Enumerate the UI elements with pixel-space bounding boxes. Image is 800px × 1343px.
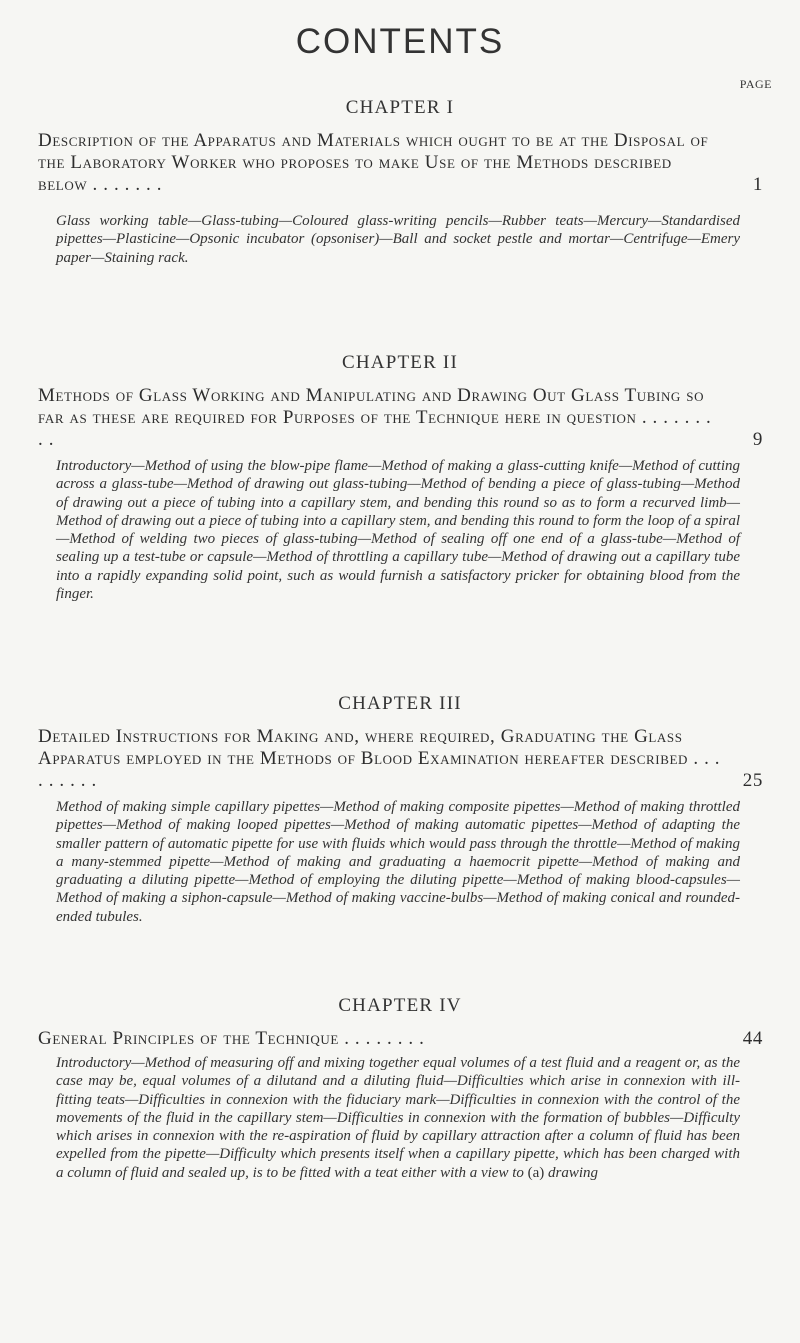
chapter-summary: Method of making simple capillary pipettes—Method of making composite pipettes—Method of making throttled pipettes—Method of making looped pipettes—Method of making automatic pipettes—Method of adapting the smaller pattern of automatic pipette for use with fluids which would pass through the throttle—Method of making a many-stemmed pipette—Method of making and graduating a haemocrit pipette—Method of making and graduating a diluting pipette—Method of employing the diluting pipette—Method of making blood-capsules—Method of making a siphon-capsule—Method of making vaccine-bulbs—Method of making conical and rounded-ended tubules.: [56, 799, 740, 925]
chapter-title: [38, 1028, 762, 1050]
chapter-title: [38, 726, 762, 792]
page-column-label: PAGE: [739, 77, 772, 91]
chapter-summary: Glass working table—Glass-tubing—Coloured glass-writing pencils—Rubber teats—Mercury—Standardised pipettes—Plasticine—Opsonic incubator (opsoniser)—Ball and socket pestle and mortar—Centrifuge—Emery paper—Staining rack.: [56, 213, 740, 266]
summary-marker: (a): [527, 1164, 545, 1181]
chapter-2: [38, 352, 762, 603]
chapter-summary: Introductory—Method of using the blow-pipe flame—Method of making a glass-cutting knife—Method of cutting across a glass-tube—Method of drawing out glass-tubing—Method of bending a piece of glass-tubing—Method of drawing out a piece of tubing into a capillary stem, and bending this round so as to form a recurved limb—Method of drawing out a piece of tubing into a capillary stem, and bending this round to form the loop of a spiral—Method of welding two pieces of glass-tubing—Method of sealing off one end of a glass-tube—Method of sealing up a test-tube or capsule—Method of throttling a capillary tube—Method of drawing out a capillary tube into a rapidly expanding solid point, such as would furnish a satisfactory pricker for obtaining blood from the finger.: [56, 458, 740, 603]
chapter-title-text: Description of the Apparatus and Materials which ought to be at the Disposal of the Laboratory Worker who proposes to make Use of the Methods described below . . . . . . .: [38, 130, 709, 195]
chapter-page-number: 1: [752, 174, 763, 195]
chapter-page-number: 9: [752, 429, 763, 450]
chapter-page-number: 25: [742, 770, 763, 791]
chapter-heading: CHAPTER I: [345, 97, 455, 118]
chapter-title-text: Detailed Instructions for Making and, where required, Graduating the Glass Apparatus employed in the Methods of Blood Examination hereafter described . . . . . . . . .: [38, 726, 721, 791]
chapter-heading: CHAPTER II: [342, 352, 458, 373]
summary-text-end: drawing: [544, 1164, 599, 1181]
summary-text: Introductory—Method of measuring off and mixing together equal volumes of a test fluid and a reagent or, as the case may be, equal volumes of a dilutand and a diluting fluid—Difficulties which arise in connexion with ill-fitting teats—Difficulties in connexion with the fiduciary mark—Difficulties in connexion with the control of the movements of the fluid in the capillary stem—Difficulties in connexion with the formation of bubbles—Difficulty which arises in connexion with the re-aspiration of fluid by capillary attraction after a column of fluid has been expelled from the pipette—Difficulty which presents itself when a capillary pipette, which has been charged with a column of fluid and sealed up, is to be fitted with a teat either with a view to: [56, 1055, 740, 1181]
chapter-title: [38, 130, 762, 196]
contents-title: CONTENTS: [295, 22, 505, 61]
chapter-1: [38, 97, 762, 267]
chapter-heading: CHAPTER IV: [338, 995, 462, 1016]
chapter-heading: CHAPTER III: [338, 693, 462, 714]
chapter-3: [38, 693, 762, 926]
chapter-4: [38, 995, 762, 1182]
chapter-summary: [38, 1054, 762, 1182]
chapter-page-number: 44: [742, 1028, 763, 1049]
chapter-title: [38, 385, 762, 451]
chapter-title-text: General Principles of the Technique . . . . . . . .: [38, 1028, 425, 1049]
chapter-title-text: Methods of Glass Working and Manipulating and Drawing Out Glass Tubing so far as these are required for Purposes of the Technique here in question . . . . . . . . .: [38, 385, 712, 450]
